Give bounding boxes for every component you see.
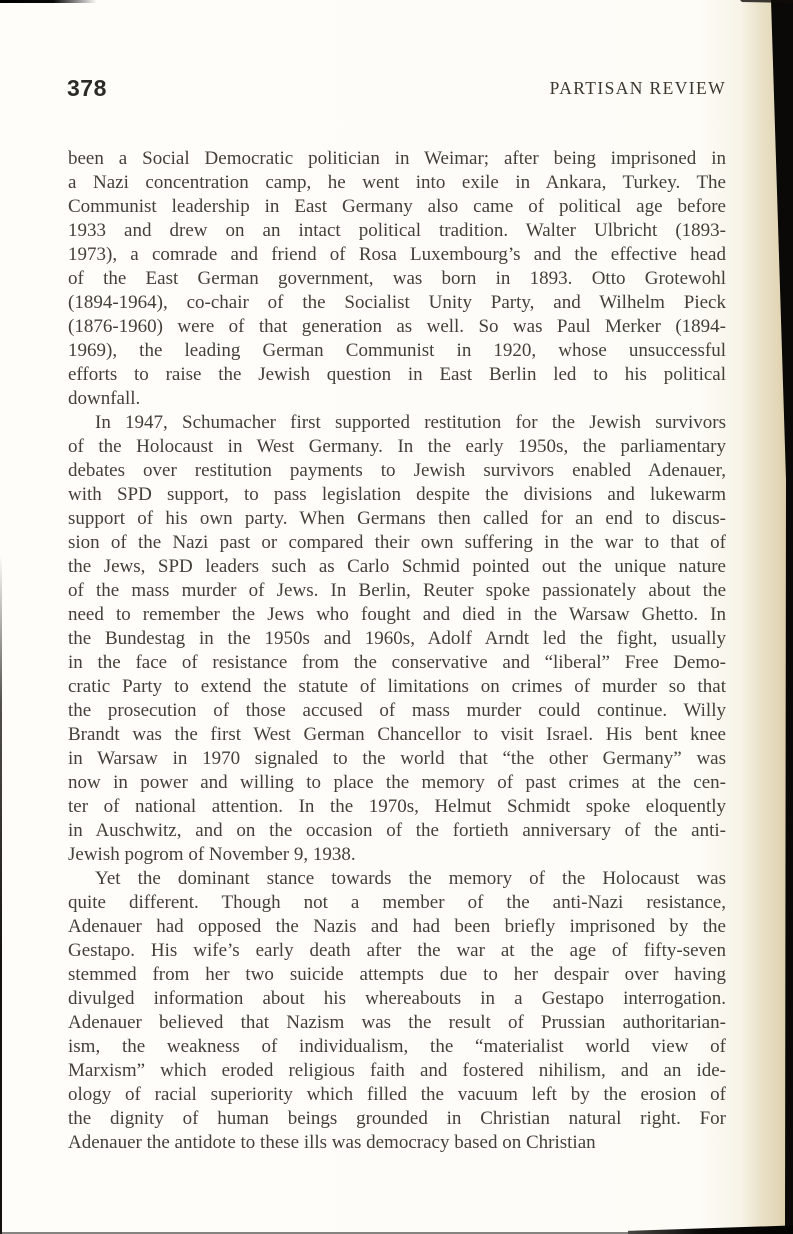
text-line: ter of national attention. In the 1970s, Helmut Schmidt spoke eloquently xyxy=(68,796,726,817)
text-line: with SPD support, to pass legislation despite the divisions and lukewarm xyxy=(68,484,726,505)
text-line: Yet the dominant stance towards the memory of the Holocaust was xyxy=(95,868,726,889)
text-line: (1876-1960) were of that generation as well. So was Paul Merker (1894- xyxy=(68,316,726,337)
scan-top-edge-line xyxy=(0,0,97,3)
journal-title: PARTISAN REVIEW xyxy=(549,78,726,98)
text-line: the Bundestag in the 1950s and 1960s, Adolf Arndt led the fight, usually xyxy=(68,628,726,649)
text-line: Gestapo. His wife’s early death after the war at the age of fifty-seven xyxy=(68,940,726,961)
text-line: Communist leadership in East Germany also came of political age before xyxy=(68,196,726,217)
text-line: debates over restitution payments to Jewish survivors enabled Adenauer, xyxy=(68,460,726,481)
text-line: support of his own party. When Germans then called for an end to discus- xyxy=(68,508,726,529)
text-line: of the Holocaust in West Germany. In the early 1950s, the parliamentary xyxy=(68,436,726,457)
text-line: ism, the weakness of individualism, the “materialist world view of xyxy=(68,1036,726,1057)
text-line: been a Social Democratic politician in Weimar; after being imprisoned in xyxy=(68,148,726,169)
text-line: the dignity of human beings grounded in Christian natural right. For xyxy=(68,1108,726,1129)
text-line: ology of racial superiority which filled the vacuum left by the erosion of xyxy=(68,1084,726,1105)
text-line: a Nazi concentration camp, he went into exile in Ankara, Turkey. The xyxy=(68,172,726,193)
text-line: sion of the Nazi past or compared their own suffering in the war to that of xyxy=(68,532,726,553)
page-number: 378 xyxy=(67,75,107,101)
text-line: cratic Party to extend the statute of limitations on crimes of murder so that xyxy=(68,676,726,697)
text-line: Brandt was the first West German Chancellor to visit Israel. His bent knee xyxy=(68,724,726,745)
text-line: In 1947, Schumacher first supported restitution for the Jewish survivors xyxy=(95,412,726,433)
text-line: in Warsaw in 1970 signaled to the world that “the other Germany” was xyxy=(68,748,726,769)
page-body xyxy=(68,147,726,1155)
text-line: the prosecution of those accused of mass murder could continue. Willy xyxy=(68,700,726,721)
text-line: Marxism” which eroded religious faith and fostered nihilism, and an ide- xyxy=(68,1060,726,1081)
text-line: 1973), a comrade and friend of Rosa Luxembourg’s and the effective head xyxy=(68,244,726,265)
text-line: Adenauer the antidote to these ills was democracy based on Christian xyxy=(68,1132,596,1153)
text-line: Adenauer had opposed the Nazis and had been briefly imprisoned by the xyxy=(68,916,726,937)
text-line: (1894-1964), co-chair of the Socialist Unity Party, and Wilhelm Pieck xyxy=(68,292,726,313)
text-line: of the mass murder of Jews. In Berlin, Reuter spoke passionately about the xyxy=(68,580,726,601)
text-line: efforts to raise the Jewish question in East Berlin led to his political xyxy=(68,364,726,385)
text-line: Adenauer believed that Nazism was the result of Prussian authoritarian- xyxy=(68,1012,726,1033)
text-line: downfall. xyxy=(68,388,141,409)
text-line: 1933 and drew on an intact political tradition. Walter Ulbricht (1893- xyxy=(68,220,726,241)
text-line: now in power and willing to place the memory of past crimes at the cen- xyxy=(68,772,726,793)
text-line: in the face of resistance from the conservative and “liberal” Free Demo- xyxy=(68,652,726,673)
text-line: in Auschwitz, and on the occasion of the fortieth anniversary of the anti- xyxy=(68,820,726,841)
text-line: quite different. Though not a member of the anti-Nazi resistance, xyxy=(68,892,726,913)
scan-left-edge-line xyxy=(0,555,2,1234)
text-line: divulged information about his whereabouts in a Gestapo interrogation. xyxy=(68,988,726,1009)
text-line: stemmed from her two suicide attempts due to her despair over having xyxy=(68,964,726,985)
text-line: need to remember the Jews who fought and died in the Warsaw Ghetto. In xyxy=(68,604,726,625)
text-line: of the East German government, was born in 1893. Otto Grotewohl xyxy=(68,268,726,289)
page-edge-cream-band xyxy=(741,0,793,1234)
text-line: the Jews, SPD leaders such as Carlo Schmid pointed out the unique nature xyxy=(68,556,726,577)
text-line: Jewish pogrom of November 9, 1938. xyxy=(68,844,356,865)
text-line: 1969), the leading German Communist in 1920, whose unsuccessful xyxy=(68,340,726,361)
